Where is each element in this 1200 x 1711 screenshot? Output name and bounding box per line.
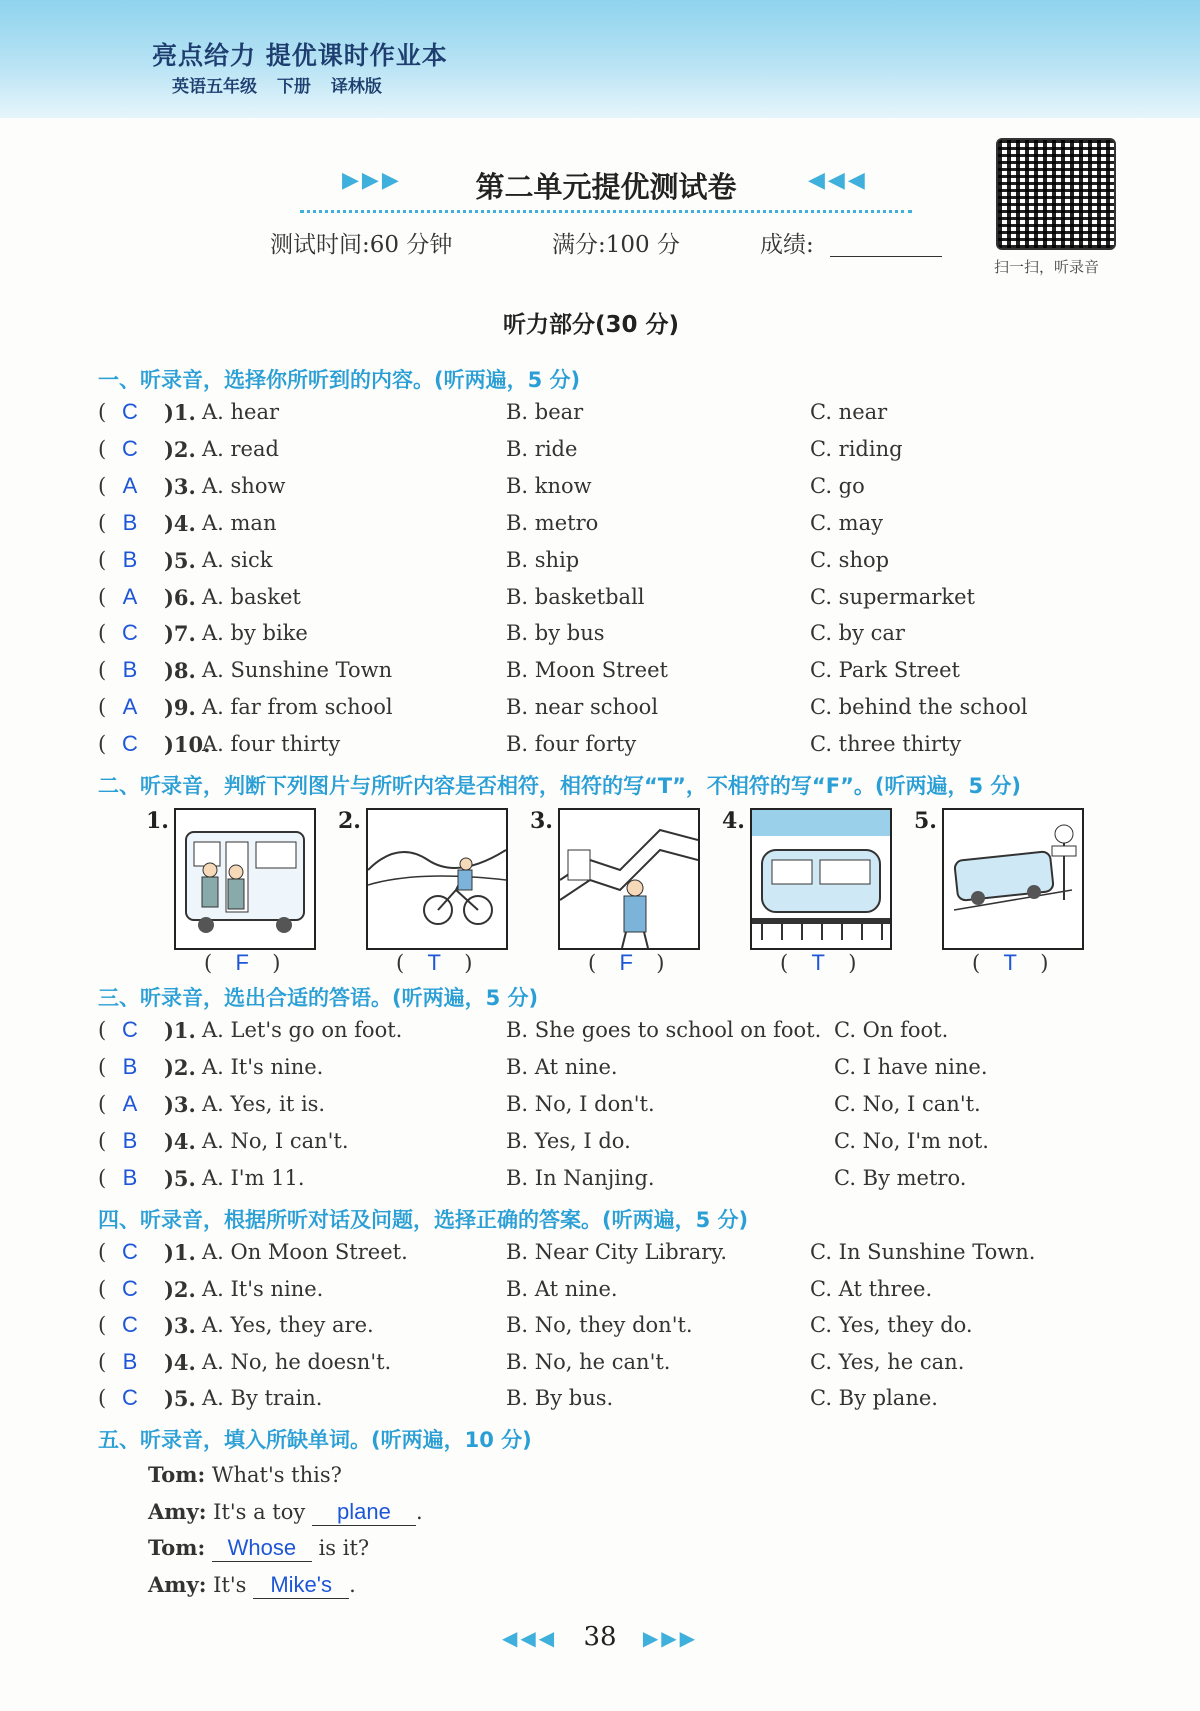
answer-slot[interactable]: C <box>122 1385 138 1411</box>
option-c: C. three thirty <box>810 732 962 757</box>
question-number: )4. <box>164 1128 196 1154</box>
question-row <box>98 1313 1148 1349</box>
option-b: B. know <box>506 473 592 498</box>
dialogue-line <box>148 1462 342 1487</box>
question-row <box>98 437 1148 473</box>
picture-answer: T <box>811 950 825 975</box>
option-a: A. four thirty <box>202 732 341 757</box>
paren-open: ( <box>98 400 107 424</box>
test-time: 测试时间:60 分钟 <box>270 232 453 258</box>
option-b: B. At nine. <box>506 1054 618 1079</box>
paren-open: ( <box>98 1091 107 1116</box>
bus-stop-icon <box>942 808 1084 950</box>
page-number: 38 <box>583 1622 617 1652</box>
answer-slot[interactable]: B <box>122 1053 138 1079</box>
book-title: 亮点给力 提优课时作业本 <box>152 41 448 70</box>
option-c: C. Yes, he can. <box>810 1349 965 1374</box>
option-b: B. metro <box>506 510 599 535</box>
picture-number: 1. <box>146 808 169 834</box>
option-b: B. No, they don't. <box>506 1313 693 1338</box>
footer-arrows-right: ▶▶▶ <box>642 1626 698 1650</box>
test-title: 第二单元提优测试卷 <box>475 170 737 204</box>
question-row <box>98 548 1148 584</box>
book-subtitle: 英语五年级 下册 译林版 <box>172 77 382 97</box>
option-a: A. far from school <box>202 695 393 720</box>
option-c: C. go <box>810 473 865 498</box>
question-row <box>98 511 1148 547</box>
question-row <box>98 1129 1148 1165</box>
paren-open: ( <box>98 1240 107 1264</box>
question-row <box>98 1018 1148 1054</box>
picture-answer-slot[interactable]: ( F ) <box>204 950 281 975</box>
option-a: A. Yes, it is. <box>202 1091 326 1116</box>
answer-slot[interactable]: C <box>122 1239 138 1264</box>
question-row <box>98 1240 1148 1276</box>
option-c: C. Park Street <box>810 658 960 683</box>
option-b: B. She goes to school on foot. <box>506 1018 822 1042</box>
answer-slot[interactable]: C <box>122 399 138 424</box>
qr-code-icon[interactable] <box>996 138 1116 250</box>
picture-answer-slot[interactable]: ( T ) <box>780 950 857 975</box>
bus-boarding-icon <box>174 808 316 950</box>
picture-number: 2. <box>338 808 361 834</box>
question-number: )5. <box>164 1386 196 1412</box>
question-row <box>98 585 1148 621</box>
question-row <box>98 732 1148 768</box>
option-c: C. By metro. <box>834 1165 967 1190</box>
fill-blank[interactable]: Whose <box>212 1535 312 1562</box>
dialogue-text: is it? <box>318 1536 370 1560</box>
option-c: C. No, I can't. <box>834 1091 981 1116</box>
speaker: Tom: <box>148 1535 206 1560</box>
paren-open: ( <box>98 473 107 498</box>
section-1-heading: 一、听录音，选择你所听到的内容。(听两遍，5 分) <box>98 368 581 392</box>
option-c: C. supermarket <box>810 584 975 609</box>
score-blank[interactable] <box>830 256 942 257</box>
speaker: Amy: <box>148 1572 207 1597</box>
question-number: )1. <box>164 1018 196 1043</box>
question-number: )2. <box>164 1276 196 1302</box>
dialogue-text: It's a toy <box>213 1500 306 1524</box>
question-row <box>98 1055 1148 1091</box>
picture-answer: T <box>1003 950 1017 975</box>
picture-answer: F <box>619 950 633 975</box>
option-c: C. behind the school <box>810 695 1028 720</box>
paren-open: ( <box>98 621 107 646</box>
option-a: A. by bike <box>202 621 308 646</box>
paren-open: ( <box>98 1165 107 1190</box>
option-b: B. near school <box>506 695 659 720</box>
picture-number: 5. <box>914 808 937 834</box>
score-label: 成绩: <box>760 232 814 258</box>
option-b: B. In Nanjing. <box>506 1165 655 1190</box>
option-b: B. ride <box>506 436 578 461</box>
option-a: A. show <box>202 473 286 498</box>
option-c: C. near <box>810 400 888 424</box>
metro-train-icon <box>750 808 892 950</box>
dialogue-text: . <box>349 1573 356 1597</box>
option-c: C. Yes, they do. <box>810 1313 973 1338</box>
option-a: A. sick <box>202 547 273 572</box>
option-b: B. At nine. <box>506 1276 618 1301</box>
paren-open: ( <box>98 1349 107 1374</box>
question-row <box>98 1350 1148 1386</box>
paren-open: ( <box>98 1386 107 1411</box>
option-a: A. read <box>202 436 279 461</box>
option-c: C. riding <box>810 436 903 461</box>
question-row <box>98 1386 1148 1422</box>
picture-answer: T <box>427 950 441 975</box>
option-b: B. bear <box>506 400 584 424</box>
paren-open: ( <box>98 436 107 461</box>
option-b: B. No, I don't. <box>506 1091 655 1116</box>
cyclist-icon <box>366 808 508 950</box>
title-arrows-right: ◀◀◀ <box>808 168 868 193</box>
option-a: A. hear <box>202 400 280 424</box>
paren-open: ( <box>98 1313 107 1338</box>
option-b: B. No, he can't. <box>506 1349 671 1374</box>
section-2-heading: 二、听录音，判断下列图片与所听内容是否相符，相符的写“T”，不相符的写“F”。(听两遍，5 分) <box>98 774 1021 798</box>
option-b: B. by bus <box>506 621 605 646</box>
picture-answer: F <box>235 950 249 975</box>
option-c: C. On foot. <box>834 1018 949 1042</box>
answer-slot[interactable]: A <box>122 1090 138 1116</box>
question-number: )5. <box>164 547 196 573</box>
paren-open: ( <box>98 695 107 720</box>
option-c: C. No, I'm not. <box>834 1128 989 1153</box>
answer-slot[interactable]: C <box>122 435 138 461</box>
fill-blank[interactable]: plane <box>312 1499 416 1526</box>
paren-open: ( <box>98 584 107 609</box>
option-a: A. I'm 11. <box>202 1165 305 1190</box>
qr-caption: 扫一扫，听录音 <box>994 258 1100 276</box>
great-wall-icon <box>558 808 700 950</box>
answer-slot[interactable]: A <box>122 583 138 609</box>
option-a: A. It's nine. <box>202 1054 324 1079</box>
option-b: B. Yes, I do. <box>506 1128 631 1153</box>
question-number: )4. <box>164 1349 196 1375</box>
page-footer <box>0 1622 1200 1652</box>
answer-slot[interactable]: C <box>122 1312 138 1338</box>
option-b: B. Near City Library. <box>506 1240 728 1264</box>
question-number: )3. <box>164 473 196 499</box>
option-a: A. basket <box>202 584 301 609</box>
dialogue-text: What's this? <box>211 1463 342 1487</box>
question-number: )10. <box>164 732 211 758</box>
answer-slot[interactable]: A <box>122 694 138 720</box>
paren-open: ( <box>98 1018 107 1042</box>
paren-open: ( <box>98 1054 107 1079</box>
question-row <box>98 400 1148 436</box>
dialogue-line <box>148 1499 423 1526</box>
question-number: )2. <box>164 1054 196 1080</box>
question-number: )5. <box>164 1165 196 1191</box>
answer-slot[interactable]: C <box>122 1275 138 1301</box>
section-4-heading: 四、听录音，根据所听对话及问题，选择正确的答案。(听两遍，5 分) <box>98 1208 749 1232</box>
answer-slot[interactable]: C <box>122 620 138 646</box>
question-row <box>98 658 1148 694</box>
answer-slot[interactable]: B <box>122 657 138 683</box>
paren-open: ( <box>98 732 107 757</box>
dialogue-line <box>148 1535 369 1562</box>
answer-slot[interactable]: C <box>122 1017 138 1042</box>
option-a: A. It's nine. <box>202 1276 324 1301</box>
option-a: A. Sunshine Town <box>202 658 393 683</box>
option-c: C. shop <box>810 547 890 572</box>
answer-slot[interactable]: B <box>122 1127 138 1153</box>
option-c: C. At three. <box>810 1276 933 1301</box>
answer-slot[interactable]: C <box>122 731 138 757</box>
question-row <box>98 695 1148 731</box>
option-a: A. Let's go on foot. <box>202 1018 403 1042</box>
option-a: A. No, he doesn't. <box>202 1349 392 1374</box>
option-a: A. No, I can't. <box>202 1128 349 1153</box>
paren-open: ( <box>98 510 107 535</box>
answer-slot[interactable]: A <box>122 472 138 498</box>
answer-slot[interactable]: B <box>122 1164 138 1190</box>
answer-slot[interactable]: B <box>122 509 138 535</box>
question-number: )3. <box>164 1313 196 1339</box>
title-arrows-left: ▶▶▶ <box>342 168 402 193</box>
question-row <box>98 1092 1148 1128</box>
option-b: B. ship <box>506 547 580 572</box>
paren-open: ( <box>98 547 107 572</box>
option-c: C. by car <box>810 621 905 646</box>
answer-slot[interactable]: B <box>122 1348 138 1374</box>
picture-answer-slot[interactable]: ( T ) <box>972 950 1049 975</box>
dialogue-text: It's <box>213 1573 247 1597</box>
paren-open: ( <box>98 1128 107 1153</box>
question-number: )9. <box>164 695 196 721</box>
picture-number: 3. <box>530 808 553 834</box>
question-row <box>98 1277 1148 1313</box>
option-c: C. In Sunshine Town. <box>810 1240 1036 1264</box>
picture-answer-slot[interactable]: ( T ) <box>396 950 473 975</box>
option-a: A. By train. <box>202 1386 323 1411</box>
speaker: Amy: <box>148 1499 207 1524</box>
option-a: A. Yes, they are. <box>202 1313 374 1338</box>
option-a: A. On Moon Street. <box>202 1240 408 1264</box>
picture-number: 4. <box>722 808 745 834</box>
question-number: )1. <box>164 400 196 425</box>
question-number: )8. <box>164 658 196 684</box>
question-number: )4. <box>164 510 196 536</box>
paren-open: ( <box>98 1276 107 1301</box>
listening-section-title: 听力部分(30 分) <box>503 312 680 338</box>
full-score: 满分:100 分 <box>552 232 680 258</box>
option-c: C. may <box>810 510 883 535</box>
question-number: )3. <box>164 1091 196 1117</box>
picture-answer-slot[interactable]: ( F ) <box>588 950 665 975</box>
question-row <box>98 1166 1148 1202</box>
footer-arrows-left: ◀◀◀ <box>502 1626 558 1650</box>
question-number: )2. <box>164 436 196 462</box>
question-row <box>98 474 1148 510</box>
option-c: C. By plane. <box>810 1386 938 1411</box>
option-b: B. basketball <box>506 584 645 609</box>
fill-blank[interactable]: Mike's <box>253 1572 349 1599</box>
option-b: B. Moon Street <box>506 658 668 683</box>
answer-slot[interactable]: B <box>122 546 138 572</box>
option-a: A. man <box>202 510 277 535</box>
dialogue-line <box>148 1572 356 1599</box>
option-b: B. By bus. <box>506 1386 614 1411</box>
paren-open: ( <box>98 658 107 683</box>
option-c: C. I have nine. <box>834 1054 988 1079</box>
question-number: )7. <box>164 621 196 647</box>
question-row <box>98 621 1148 657</box>
option-b: B. four forty <box>506 732 637 757</box>
section-3-heading: 三、听录音，选出合适的答语。(听两遍，5 分) <box>98 986 539 1010</box>
question-number: )6. <box>164 584 196 610</box>
question-number: )1. <box>164 1240 196 1265</box>
section-5-heading: 五、听录音，填入所缺单词。(听两遍，10 分) <box>98 1428 532 1452</box>
speaker: Tom: <box>148 1462 206 1487</box>
dialogue-text: . <box>415 1500 423 1524</box>
title-underline <box>300 210 912 213</box>
